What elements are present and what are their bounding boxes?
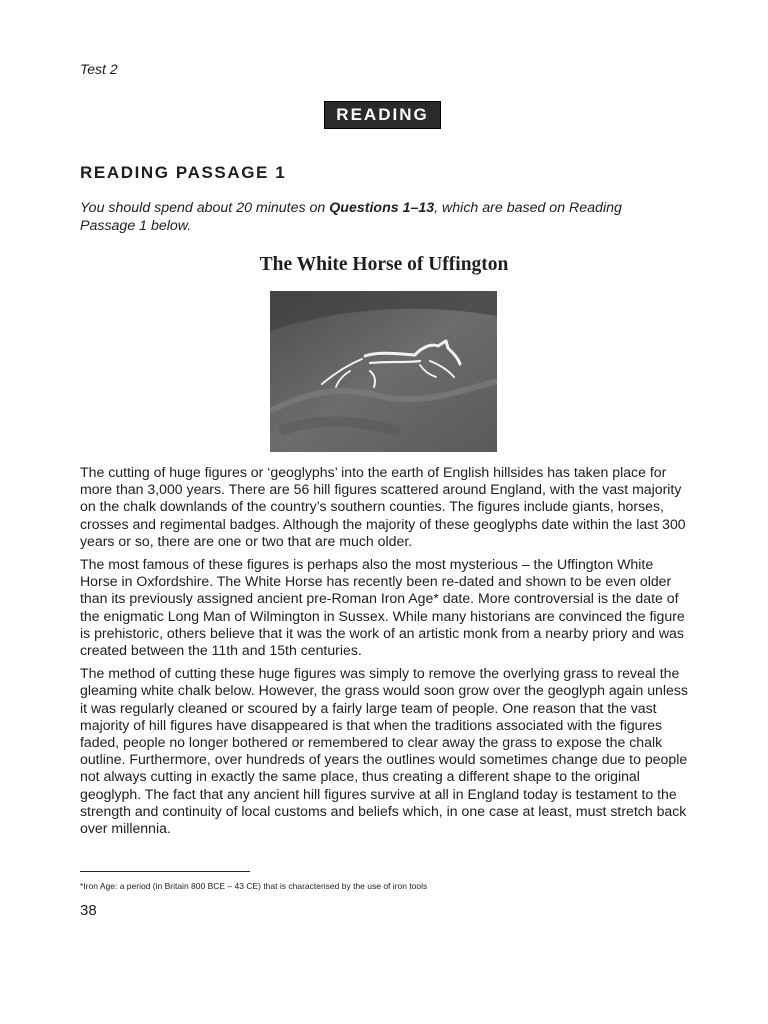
- page-number: 38: [80, 902, 97, 919]
- passage-heading: READING PASSAGE 1: [80, 163, 287, 182]
- instructions-post: , which are based on Reading Passage 1 below.: [80, 200, 622, 234]
- white-horse-photo: [270, 291, 497, 452]
- passage-body: [80, 464, 692, 843]
- test-label: Test 2: [80, 61, 118, 77]
- paragraph-3: The method of cutting these huge figures was simply to remove the overlying grass to reveal the gleaming white chalk below. However, the grass would soon grow over the geoglyph again unless it was regularly cleaned or scoured by a fairly large team of people. One reason that the vast majority of hill figures have disappeared is that when the traditions associated with the figures faded, people no longer bothered or remembered to clear away the grass to expose the chalk outline. Furthermore, over hundreds of years the outlines would sometimes change due to people not always cutting in exactly the same place, thus creating a different shape to the original geoglyph. The fact that any ancient hill figures survive at all in England today is testament to the strength and continuity of local customs and beliefs which, in one case at least, must stretch back over millennia.: [80, 665, 688, 837]
- section-banner: READING: [324, 101, 441, 129]
- footnote-divider: [80, 871, 250, 872]
- instructions-questions: Questions 1–13: [329, 200, 435, 216]
- paragraph-2: The most famous of these figures is perhaps also the most mysterious – the Uffington White Horse in Oxfordshire. The White Horse has recently been re-dated and shown to be even older than its previously assigned ancient pre-Roman Iron Age* date. More controversial is the date of the enigmatic Long Man of Wilmington in Sussex. While many historians are convinced the figure is prehistoric, others believe that it was the work of an artistic monk from a nearby priory and was created between the 11th and 15th centuries.: [80, 556, 685, 659]
- instructions: [80, 199, 680, 235]
- article-title: The White Horse of Uffington: [259, 254, 509, 275]
- instructions-pre: You should spend about 20 minutes on: [80, 200, 330, 216]
- footnote: *Iron Age: a period (in Britain 800 BCE – 43 CE) that is characterised by the use of iron tools: [80, 881, 428, 891]
- paragraph-1: The cutting of huge figures or ‘geoglyphs’ into the earth of English hillsides has taken place for more than 3,000 years. There are 56 hill figures scattered around England, with the vast majority on the chalk downlands of the country’s southern counties. The figures include giants, horses, crosses and regimental badges. Although the majority of these geoglyphs date within the last 300 years or so, there are one or two that are much older.: [80, 464, 686, 549]
